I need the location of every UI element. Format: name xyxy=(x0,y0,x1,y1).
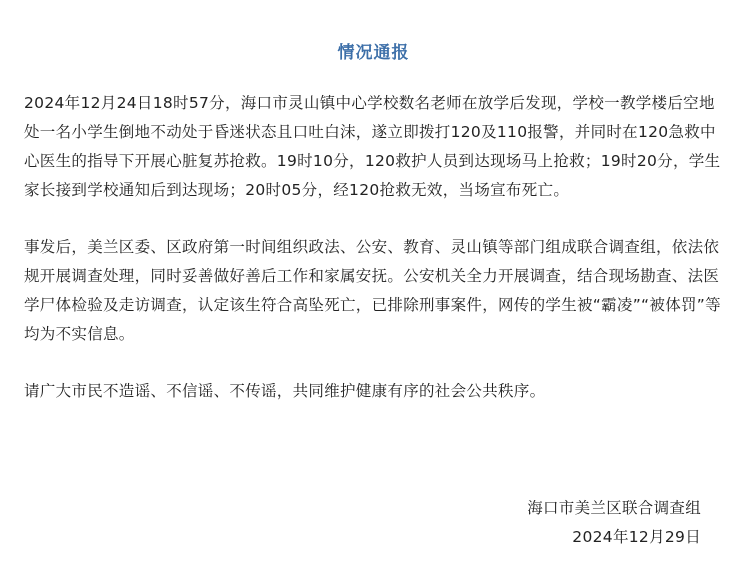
notice-title: 情况通报 xyxy=(337,43,410,63)
notice-body xyxy=(24,89,724,434)
paragraph-appeal: 请广大市民不造谣、不信谣、不传谣，共同维护健康有序的社会公共秩序。 xyxy=(24,382,546,400)
signature-block xyxy=(527,494,701,552)
issue-date: 2024年12月29日 xyxy=(572,528,701,546)
issuer-name: 海口市美兰区联合调查组 xyxy=(527,499,701,517)
paragraph-incident: 2024年12月24日18时57分，海口市灵山镇中心学校数名老师在放学后发现，学校一教学楼后空地处一名小学生倒地不动处于昏迷状态且口吐白沫，遂立即拨打120及110报警，并同时在120急救中心医生的指导下开展心脏复苏抢救。19时10分，120救护人员到达现场马上抢救；19时20分，学生家长接到学校通知后到达现场；20时05分，经120抢救无效，当场宣布死亡。 xyxy=(24,94,721,199)
paragraph-investigation: 事发后，美兰区委、区政府第一时间组织政法、公安、教育、灵山镇等部门组成联合调查组，依法依规开展调查处理，同时妥善做好善后工作和家属安抚。公安机关全力开展调查，结合现场勘查、法医学尸体检验及走访调查，认定该生符合高坠死亡，已排除刑事案件，网传的学生被“霸凌”“被体罚”等均为不实信息。 xyxy=(24,238,721,343)
